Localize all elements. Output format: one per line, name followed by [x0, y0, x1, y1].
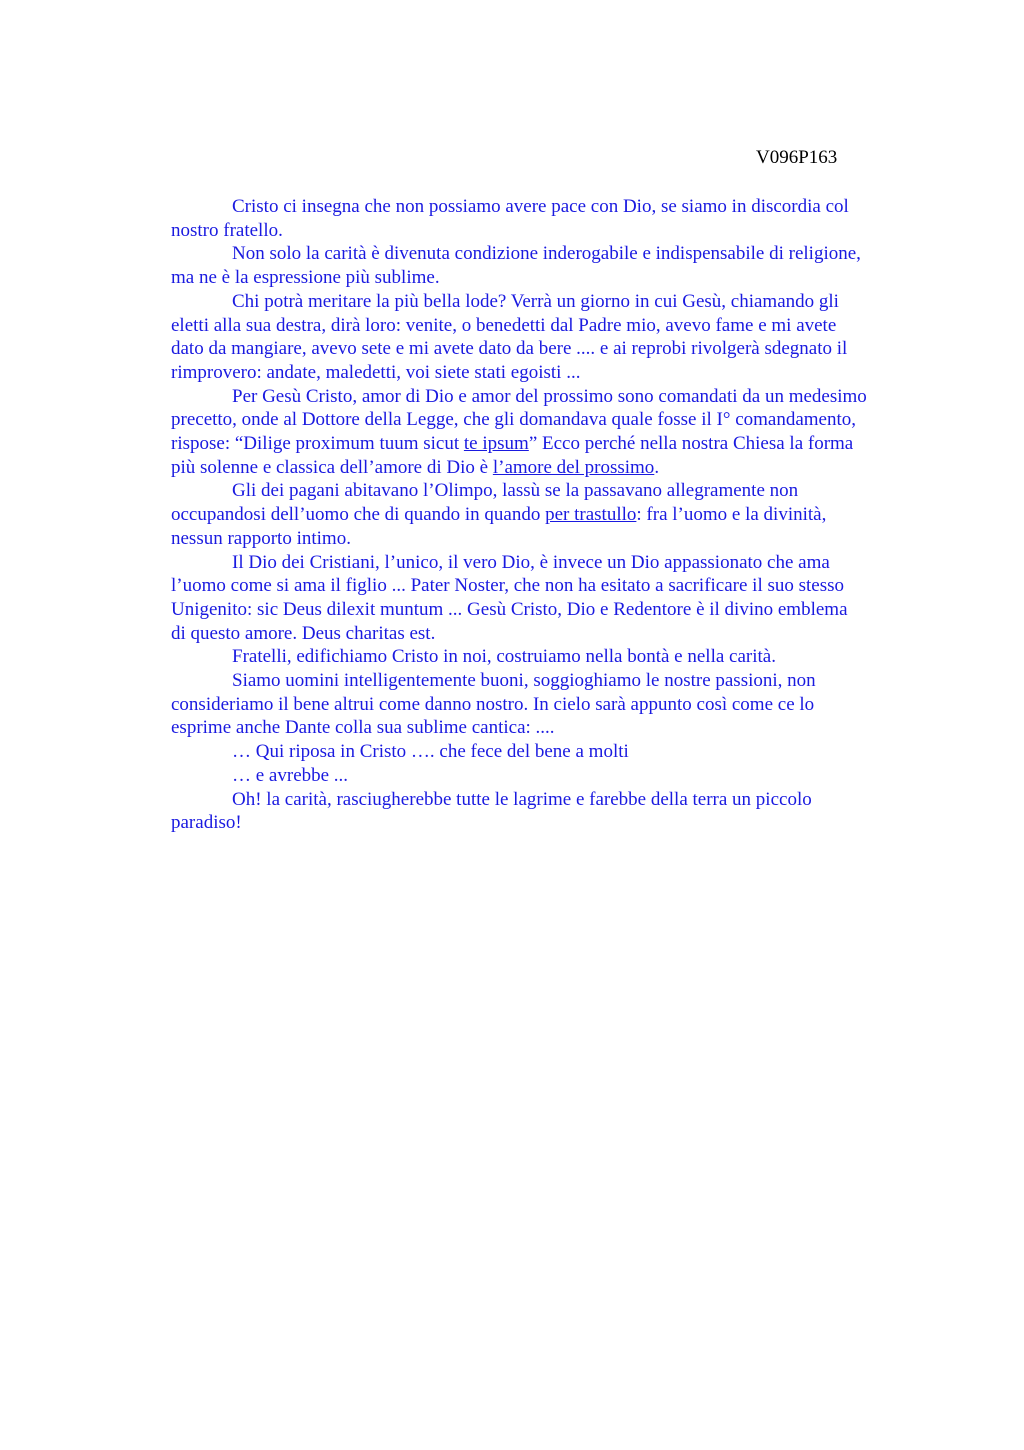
text-run: Chi potrà meritare la più bella lode? Verrà un giorno in cui Gesù, chiamando gli — [232, 290, 839, 312]
paragraph — [171, 195, 931, 242]
text-run: consideriamo il bene altrui come danno nostro. In cielo sarà appunto così come ce lo — [171, 693, 815, 715]
document-body — [171, 195, 931, 835]
underlined-text: per trastullo — [545, 504, 637, 526]
paragraph — [171, 551, 931, 646]
paragraph — [171, 669, 931, 740]
paragraph — [171, 764, 931, 788]
text-run: paradiso! — [171, 812, 242, 834]
text-run: Non solo la carità è divenuta condizione inderogabile e indispensabile di religione, — [232, 243, 861, 265]
text-run: ma ne è la espressione più sublime. — [171, 267, 440, 289]
paragraph — [171, 242, 931, 289]
text-run: Il Dio dei Cristiani, l’unico, il vero Dio, è invece un Dio appassionato che ama — [232, 551, 830, 573]
underlined-text: l’amore del prossimo — [492, 456, 655, 478]
paragraph — [171, 479, 931, 550]
text-run: ” Ecco perché nella nostra Chiesa la forma — [528, 433, 854, 455]
text-run: precetto, onde al Dottore della Legge, che gli domandava quale fosse il I° comandamento, — [171, 409, 857, 431]
text-run: occupandosi dell’uomo che di quando in quando — [171, 504, 546, 526]
text-run: rimprovero: andate, maledetti, voi siete stati egoisti ... — [171, 361, 581, 383]
text-run: Siamo uomini intelligentemente buoni, soggioghiamo le nostre passioni, non — [232, 670, 816, 692]
paragraph — [171, 788, 931, 835]
text-run: Unigenito: sic Deus dilexit muntum ... Gesù Cristo, Dio e Redentore è il divino emblema — [171, 598, 848, 620]
text-run: nostro fratello. — [171, 219, 283, 241]
text-run: di questo amore. Deus charitas est. — [171, 622, 436, 644]
text-run: eletti alla sua destra, dirà loro: venite, o benedetti dal Padre mio, avevo fame e mi avete — [171, 314, 837, 336]
text-run: … Qui riposa in Cristo …. che fece del bene a molti — [232, 741, 629, 763]
text-run: l’uomo come si ama il figlio ... Pater Noster, che non ha esitato a sacrificare il suo stesso — [171, 575, 845, 597]
text-run: nessun rapporto intimo. — [171, 527, 351, 549]
text-run: esprime anche Dante colla sua sublime cantica: .... — [171, 717, 555, 739]
text-run: Oh! la carità, rasciugherebbe tutte le lagrime e farebbe della terra un piccolo — [232, 788, 812, 810]
page-code: V096P163 — [756, 147, 838, 168]
paragraph — [171, 290, 931, 385]
text-run: Per Gesù Cristo, amor di Dio e amor del prossimo sono comandati da un medesimo — [232, 385, 867, 407]
paragraph — [171, 645, 931, 669]
paragraph — [171, 385, 931, 480]
text-run: più solenne e classica dell’amore di Dio è — [171, 456, 493, 478]
text-run: Fratelli, edifichiamo Cristo in noi, costruiamo nella bontà e nella carità. — [232, 646, 776, 668]
paragraph — [171, 740, 931, 764]
text-run: . — [654, 456, 660, 478]
text-run: … e avrebbe ... — [232, 764, 349, 786]
text-run: : fra l’uomo e la divinità, — [636, 504, 827, 526]
text-run: Gli dei pagani abitavano l’Olimpo, lassù se la passavano allegramente non — [232, 480, 799, 502]
text-run: Cristo ci insegna che non possiamo avere pace con Dio, se siamo in discordia col — [232, 196, 849, 217]
underlined-text: te ipsum — [463, 433, 529, 455]
text-run: rispose: “Dilige proximum tuum sicut — [171, 433, 464, 455]
text-run: dato da mangiare, avevo sete e mi avete dato da bere .... e ai reprobi rivolgerà sdegnato il — [171, 338, 848, 360]
